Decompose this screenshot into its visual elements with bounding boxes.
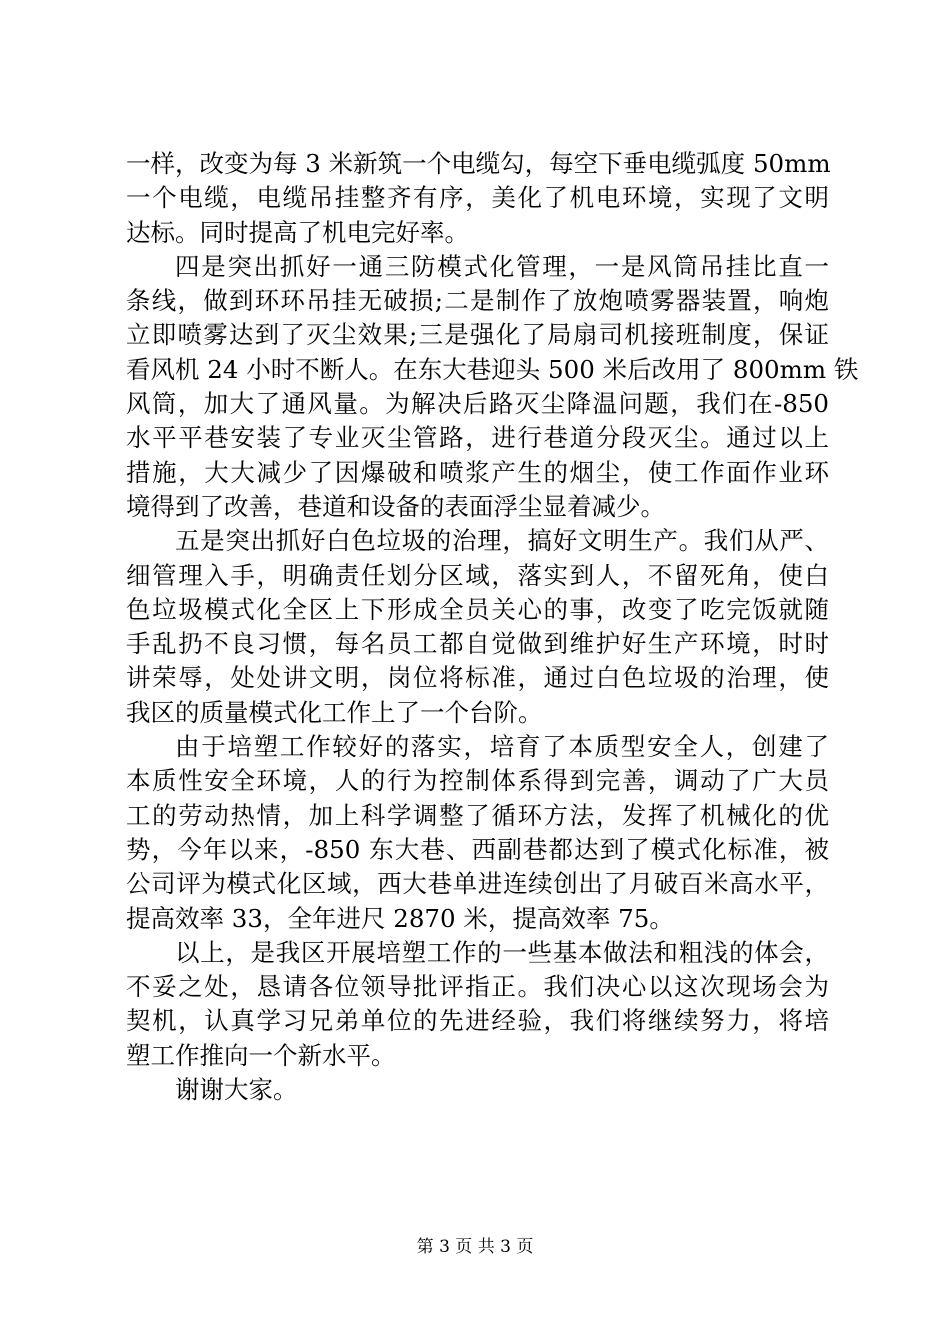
text-line: 我区的质量模式化工作上了一个台阶。 xyxy=(126,697,543,727)
text-line: 本质性安全环境，人的行为控制体系得到完善，调动了广大员 xyxy=(126,766,829,796)
text-line: 境得到了改善，巷道和设备的表面浮尘显着减少。 xyxy=(126,491,665,521)
text-line: 风筒，加大了通风量。为解决后路灭尘降温问题，我们在-850 xyxy=(126,389,829,419)
paragraph xyxy=(126,524,829,730)
text-line: 达标。同时提高了机电完好率。 xyxy=(126,217,469,247)
text-line: 手乱扔不良习惯，每名员工都自觉做到维护好生产环境，时时 xyxy=(126,629,829,659)
paragraph xyxy=(126,250,859,524)
text-line: 势，今年以来，-850 东大巷、西副巷都达到了模式化标准，被 xyxy=(126,834,829,864)
text-line: 一个电缆，电缆吊挂整齐有序，美化了机电环境，实现了文明 xyxy=(126,183,829,213)
text-line: 措施，大大减少了因爆破和喷浆产生的烟尘，使工作面作业环 xyxy=(126,457,829,487)
text-line: 讲荣辱，处处讲文明，岗位将标准，通过白色垃圾的治理，使 xyxy=(126,663,829,693)
text-line: 五是突出抓好白色垃圾的治理，搞好文明生产。我们从严、 xyxy=(175,526,829,556)
text-line: 由于培塑工作较好的落实，培育了本质型安全人，创建了 xyxy=(175,732,829,762)
text-line: 条线，做到环环吊挂无破损;二是制作了放炮喷雾器装置，响炮 xyxy=(126,286,829,316)
text-line: 谢谢大家。 xyxy=(175,1075,298,1105)
text-line: 看风机 24 小时不断人。在东大巷迎头 500 米后改用了 800mm 铁 xyxy=(126,354,859,384)
text-line: 细管理入手，明确责任划分区域，落实到人，不留死角，使白 xyxy=(126,560,829,590)
text-line: 色垃圾模式化全区上下形成全员关心的事，改变了吃完饭就随 xyxy=(126,594,829,624)
text-line: 水平平巷安装了专业灭尘管路，进行巷道分段灭尘。通过以上 xyxy=(126,423,829,453)
text-line: 立即喷雾达到了灭尘效果;三是强化了局扇司机接班制度，保证 xyxy=(126,320,829,350)
text-line: 一样，改变为每 3 米新筑一个电缆勾，每空下垂电缆弧度 50mm xyxy=(126,149,831,178)
text-line: 公司评为模式化区域，西大巷单进连续创出了月破百米高水平， xyxy=(126,869,829,899)
text-line: 塑工作推向一个新水平。 xyxy=(126,1040,396,1070)
text-line: 提高效率 33，全年进尺 2870 米，提高效率 75。 xyxy=(126,903,674,933)
text-line: 四是突出抓好一通三防模式化管理，一是风筒吊挂比直一 xyxy=(175,251,829,281)
paragraph xyxy=(126,147,829,250)
paragraph xyxy=(126,1073,829,1107)
page-footer: 第 3 页 共 3 页 xyxy=(416,1237,534,1257)
paragraph xyxy=(126,936,829,1073)
paragraph xyxy=(126,730,829,936)
text-line: 不妥之处，恳请各位领导批评指正。我们决心以这次现场会为 xyxy=(126,972,829,1002)
text-line: 以上，是我区开展培塑工作的一些基本做法和粗浅的体会， xyxy=(175,937,829,967)
text-line: 工的劳动热情，加上科学调整了循环方法，发挥了机械化的优 xyxy=(126,800,829,830)
document-body xyxy=(126,147,859,1107)
text-line: 契机，认真学习兄弟单位的先进经验，我们将继续努力，将培 xyxy=(126,1006,829,1036)
